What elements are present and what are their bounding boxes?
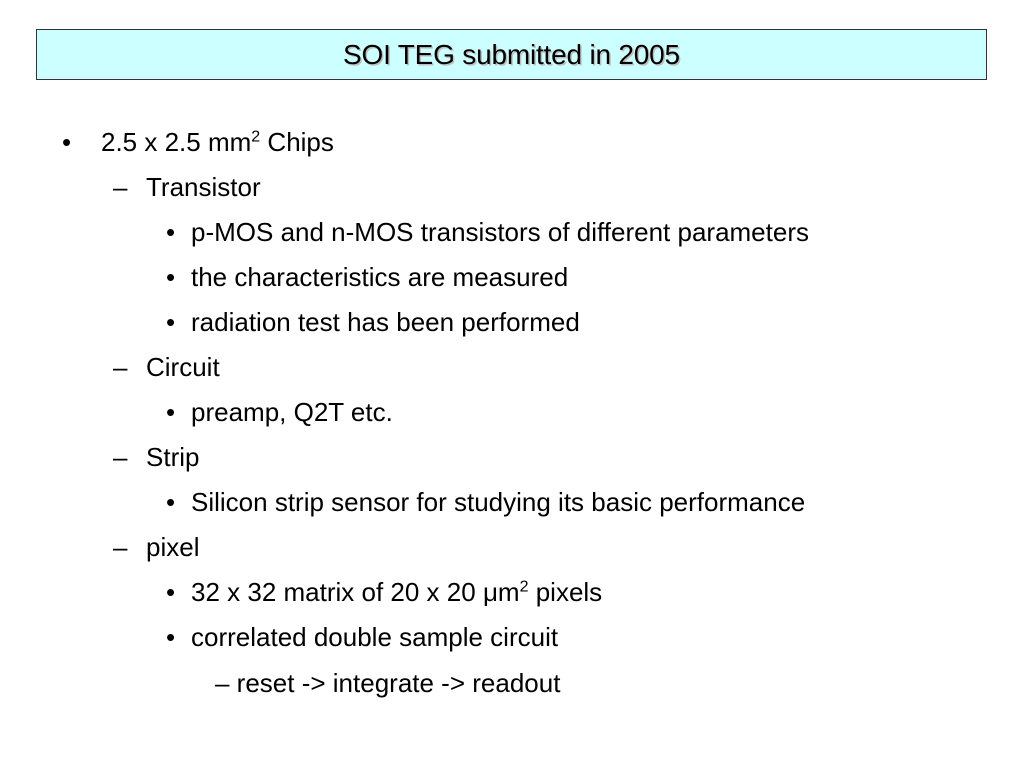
transistor-item: p-MOS and n-MOS transistors of different parameters	[191, 217, 809, 247]
dash-marker: –	[113, 532, 128, 562]
bullet-marker: •	[166, 622, 176, 652]
bullet-marker: •	[62, 127, 72, 157]
pixel-sub-item: – reset -> integrate -> readout	[215, 668, 561, 698]
pixel-cds-item: correlated double sample circuit	[191, 622, 559, 652]
dash-marker: –	[113, 352, 128, 382]
transistor-item: radiation test has been performed	[191, 307, 580, 337]
subheading-pixel: pixel	[146, 532, 200, 562]
slide-title-box	[36, 29, 987, 80]
bullet-marker: •	[166, 262, 176, 292]
subheading-circuit: Circuit	[146, 352, 220, 382]
slide-title: SOI TEG submitted in 2005	[343, 38, 680, 70]
circuit-item: preamp, Q2T etc.	[191, 397, 393, 427]
dash-marker: –	[113, 442, 128, 472]
bullet-chips: 2.5 x 2.5 $mm^2$ Chips	[101, 127, 334, 157]
bullet-marker: •	[166, 307, 176, 337]
strip-item: Silicon strip sensor for studying its basic performance	[191, 487, 806, 517]
dash-marker: –	[113, 172, 128, 202]
bullet-marker: •	[166, 577, 176, 607]
bullet-marker: •	[166, 487, 176, 517]
pixel-matrix-item: 32 x 32 matrix of 20 x 20 $\mu m^2$ pixels	[191, 577, 603, 607]
bullet-marker: •	[166, 397, 176, 427]
subheading-strip: Strip	[146, 442, 200, 472]
bullet-marker: •	[166, 217, 176, 247]
subheading-transistor: Transistor	[146, 172, 261, 202]
transistor-item: the characteristics are measured	[191, 262, 569, 292]
